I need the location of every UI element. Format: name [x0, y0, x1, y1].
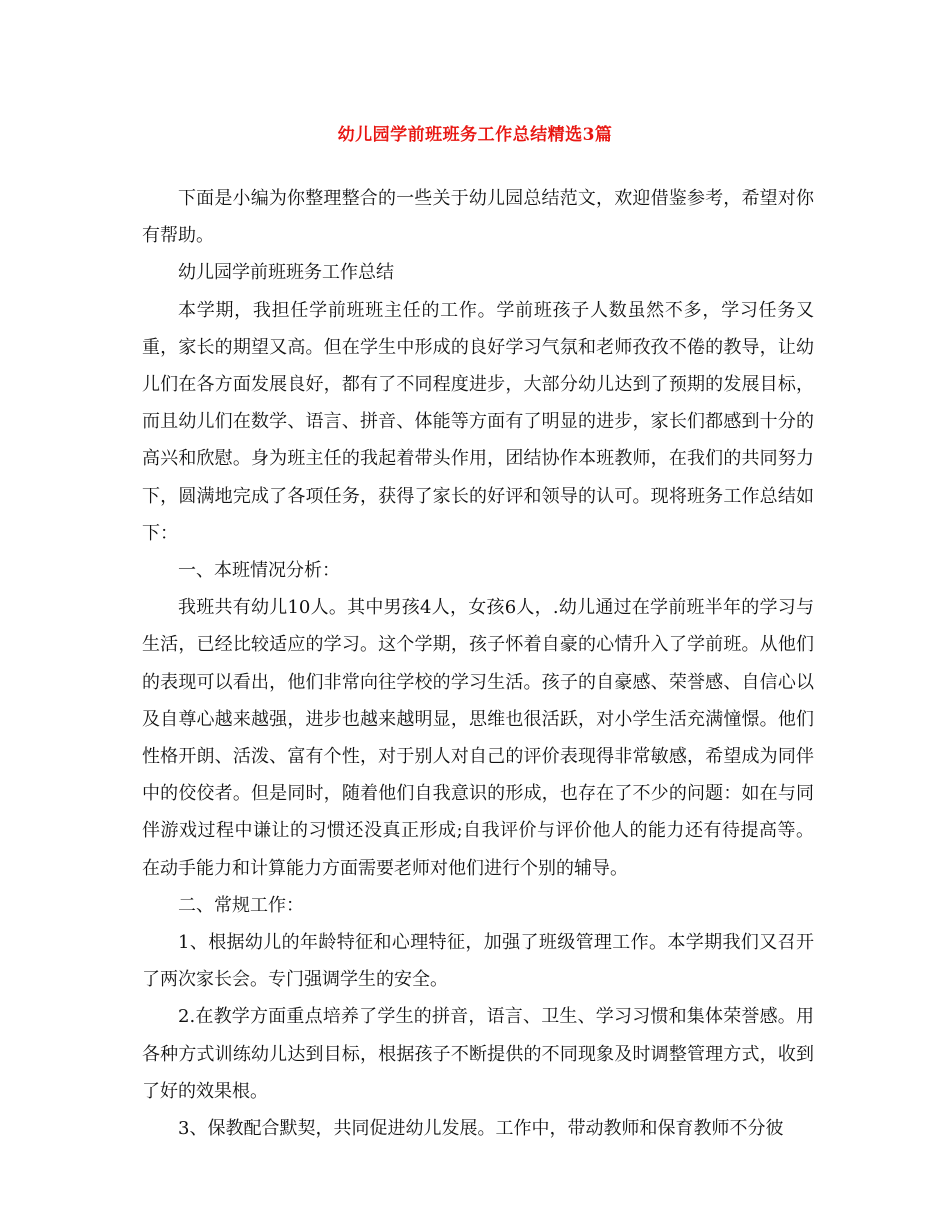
document-body: [142, 180, 814, 1147]
body-paragraph: 3、保教配合默契，共同促进幼儿发展。工作中，带动教师和保育教师不分彼: [178, 1118, 784, 1140]
body-paragraph: 我班共有幼儿10人。其中男孩4人，女孩6人，.幼儿通过在学前班半年的学习与生活，已经比较适应的学习。这个学期，孩子怀着自豪的心情升入了学前班。从他们的表现可以看出，他们非常向往学校的学习生活。孩子的自豪感、荣誉感、自信心以及自尊心越来越强，进步也越来越明显，思维也很活跃，对小学生活充满憧憬。他们性格开朗、活泼、富有个性，对于别人对自己的评价表现得非常敏感，希望成为同伴中的佼佼者。但是同时，随着他们自我意识的形成，也存在了不少的问题：如在与同伴游戏过程中谦让的习惯还没真正形成;自我评价与评价他人的能力还有待提高等。在动手能力和计算能力方面需要老师对他们进行个别的辅导。: [142, 597, 814, 879]
section-heading: 一、本班情况分析：: [178, 560, 340, 582]
section-heading: 二、常规工作：: [178, 894, 304, 916]
body-paragraph: 1、根据幼儿的年龄特征和心理特征，加强了班级管理工作。本学期我们又召开了两次家长会。专门强调学生的安全。: [142, 932, 814, 991]
section-heading: 幼儿园学前班班务工作总结: [178, 262, 394, 284]
intro-paragraph: 下面是小编为你整理整合的一些关于幼儿园总结范文，欢迎借鉴参考，希望对你有帮助。: [142, 188, 814, 247]
document-title: 幼儿园学前班班务工作总结精选3篇: [337, 125, 613, 145]
body-paragraph: 2.在教学方面重点培养了学生的拼音，语言、卫生、学习习惯和集体荣誉感。用各种方式训练幼儿达到目标，根据孩子不断提供的不同现象及时调整管理方式，收到了好的效果根。: [142, 1006, 814, 1102]
body-paragraph: 本学期，我担任学前班班主任的工作。学前班孩子人数虽然不多，学习任务又重，家长的期望又高。但在学生中形成的良好学习气氛和老师孜孜不倦的教导，让幼儿们在各方面发展良好，都有了不同程度进步，大部分幼儿达到了预期的发展目标，而且幼儿们在数学、语言、拼音、体能等方面有了明显的进步，家长们都感到十分的高兴和欣慰。身为班主任的我起着带头作用，团结协作本班教师，在我们的共同努力下，圆满地完成了各项任务，获得了家长的好评和领导的认可。现将班务工作总结如下：: [142, 299, 814, 544]
